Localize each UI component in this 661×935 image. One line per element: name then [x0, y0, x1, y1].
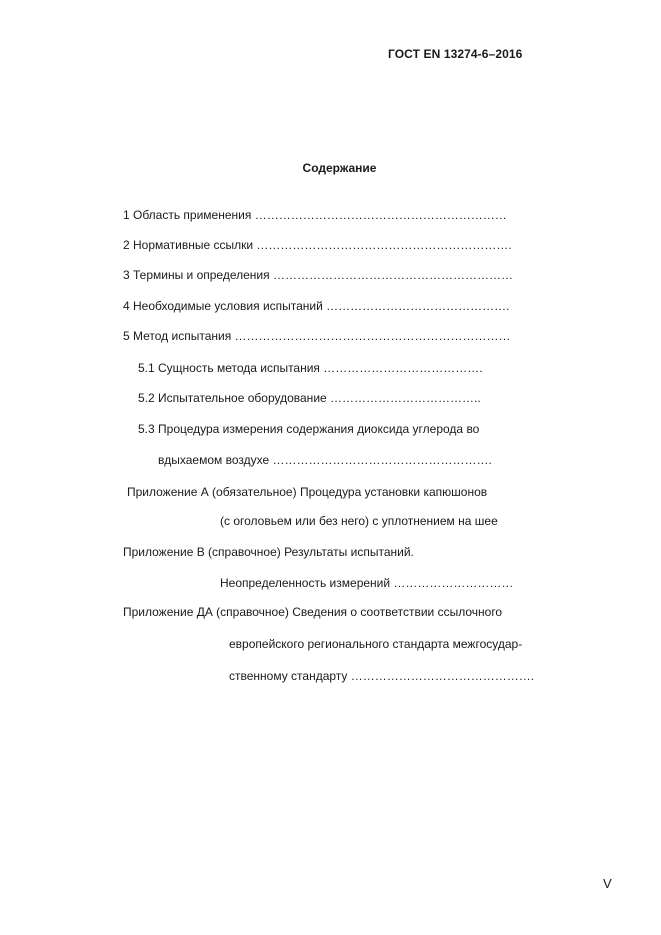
toc-appendix-b: Приложение В (справочное) Результаты испытаний. — [123, 545, 414, 559]
toc-entry-4: 4 Необходимые условия испытаний ………………………………………. — [123, 299, 510, 313]
toc-appendix-b-cont: Неопределенность измерений ………………………… — [220, 576, 514, 590]
toc-appendix-da-cont-1: европейского регионального стандарта межгосудар- — [229, 637, 523, 651]
toc-entry-5-1: 5.1 Сущность метода испытания …………………………………. — [138, 361, 483, 375]
toc-title: Содержание — [302, 161, 377, 175]
toc-entry-5-3: 5.3 Процедура измерения содержания диоксида углерода во — [138, 422, 480, 436]
toc-appendix-a: Приложение А (обязательное) Процедура установки капюшонов — [127, 485, 488, 499]
toc-entry-5-3-cont: вдыхаемом воздухе ………………………………………………. — [158, 453, 492, 467]
document-code-header: ГОСТ EN 13274-6–2016 — [388, 47, 523, 61]
toc-entry-1: 1 Область применения ……………………………………………………… — [123, 208, 507, 222]
toc-appendix-da: Приложение ДА (справочное) Сведения о соответствии ссылочного — [123, 605, 503, 619]
toc-appendix-a-cont: (с оголовьем или без него) с уплотнением на шее — [220, 514, 498, 528]
page-number: V — [603, 876, 612, 891]
toc-entry-5-2: 5.2 Испытательное оборудование ……………………………….. — [138, 391, 481, 405]
toc-entry-5: 5 Метод испытания …………………………………………………………… — [123, 329, 511, 343]
toc-appendix-da-cont-2: ственному стандарту ………………………………………. — [229, 669, 535, 683]
toc-entry-2: 2 Нормативные ссылки ………………………………………………………. — [123, 238, 512, 252]
toc-entry-3: 3 Термины и определения …………………………………………………… — [123, 268, 513, 282]
